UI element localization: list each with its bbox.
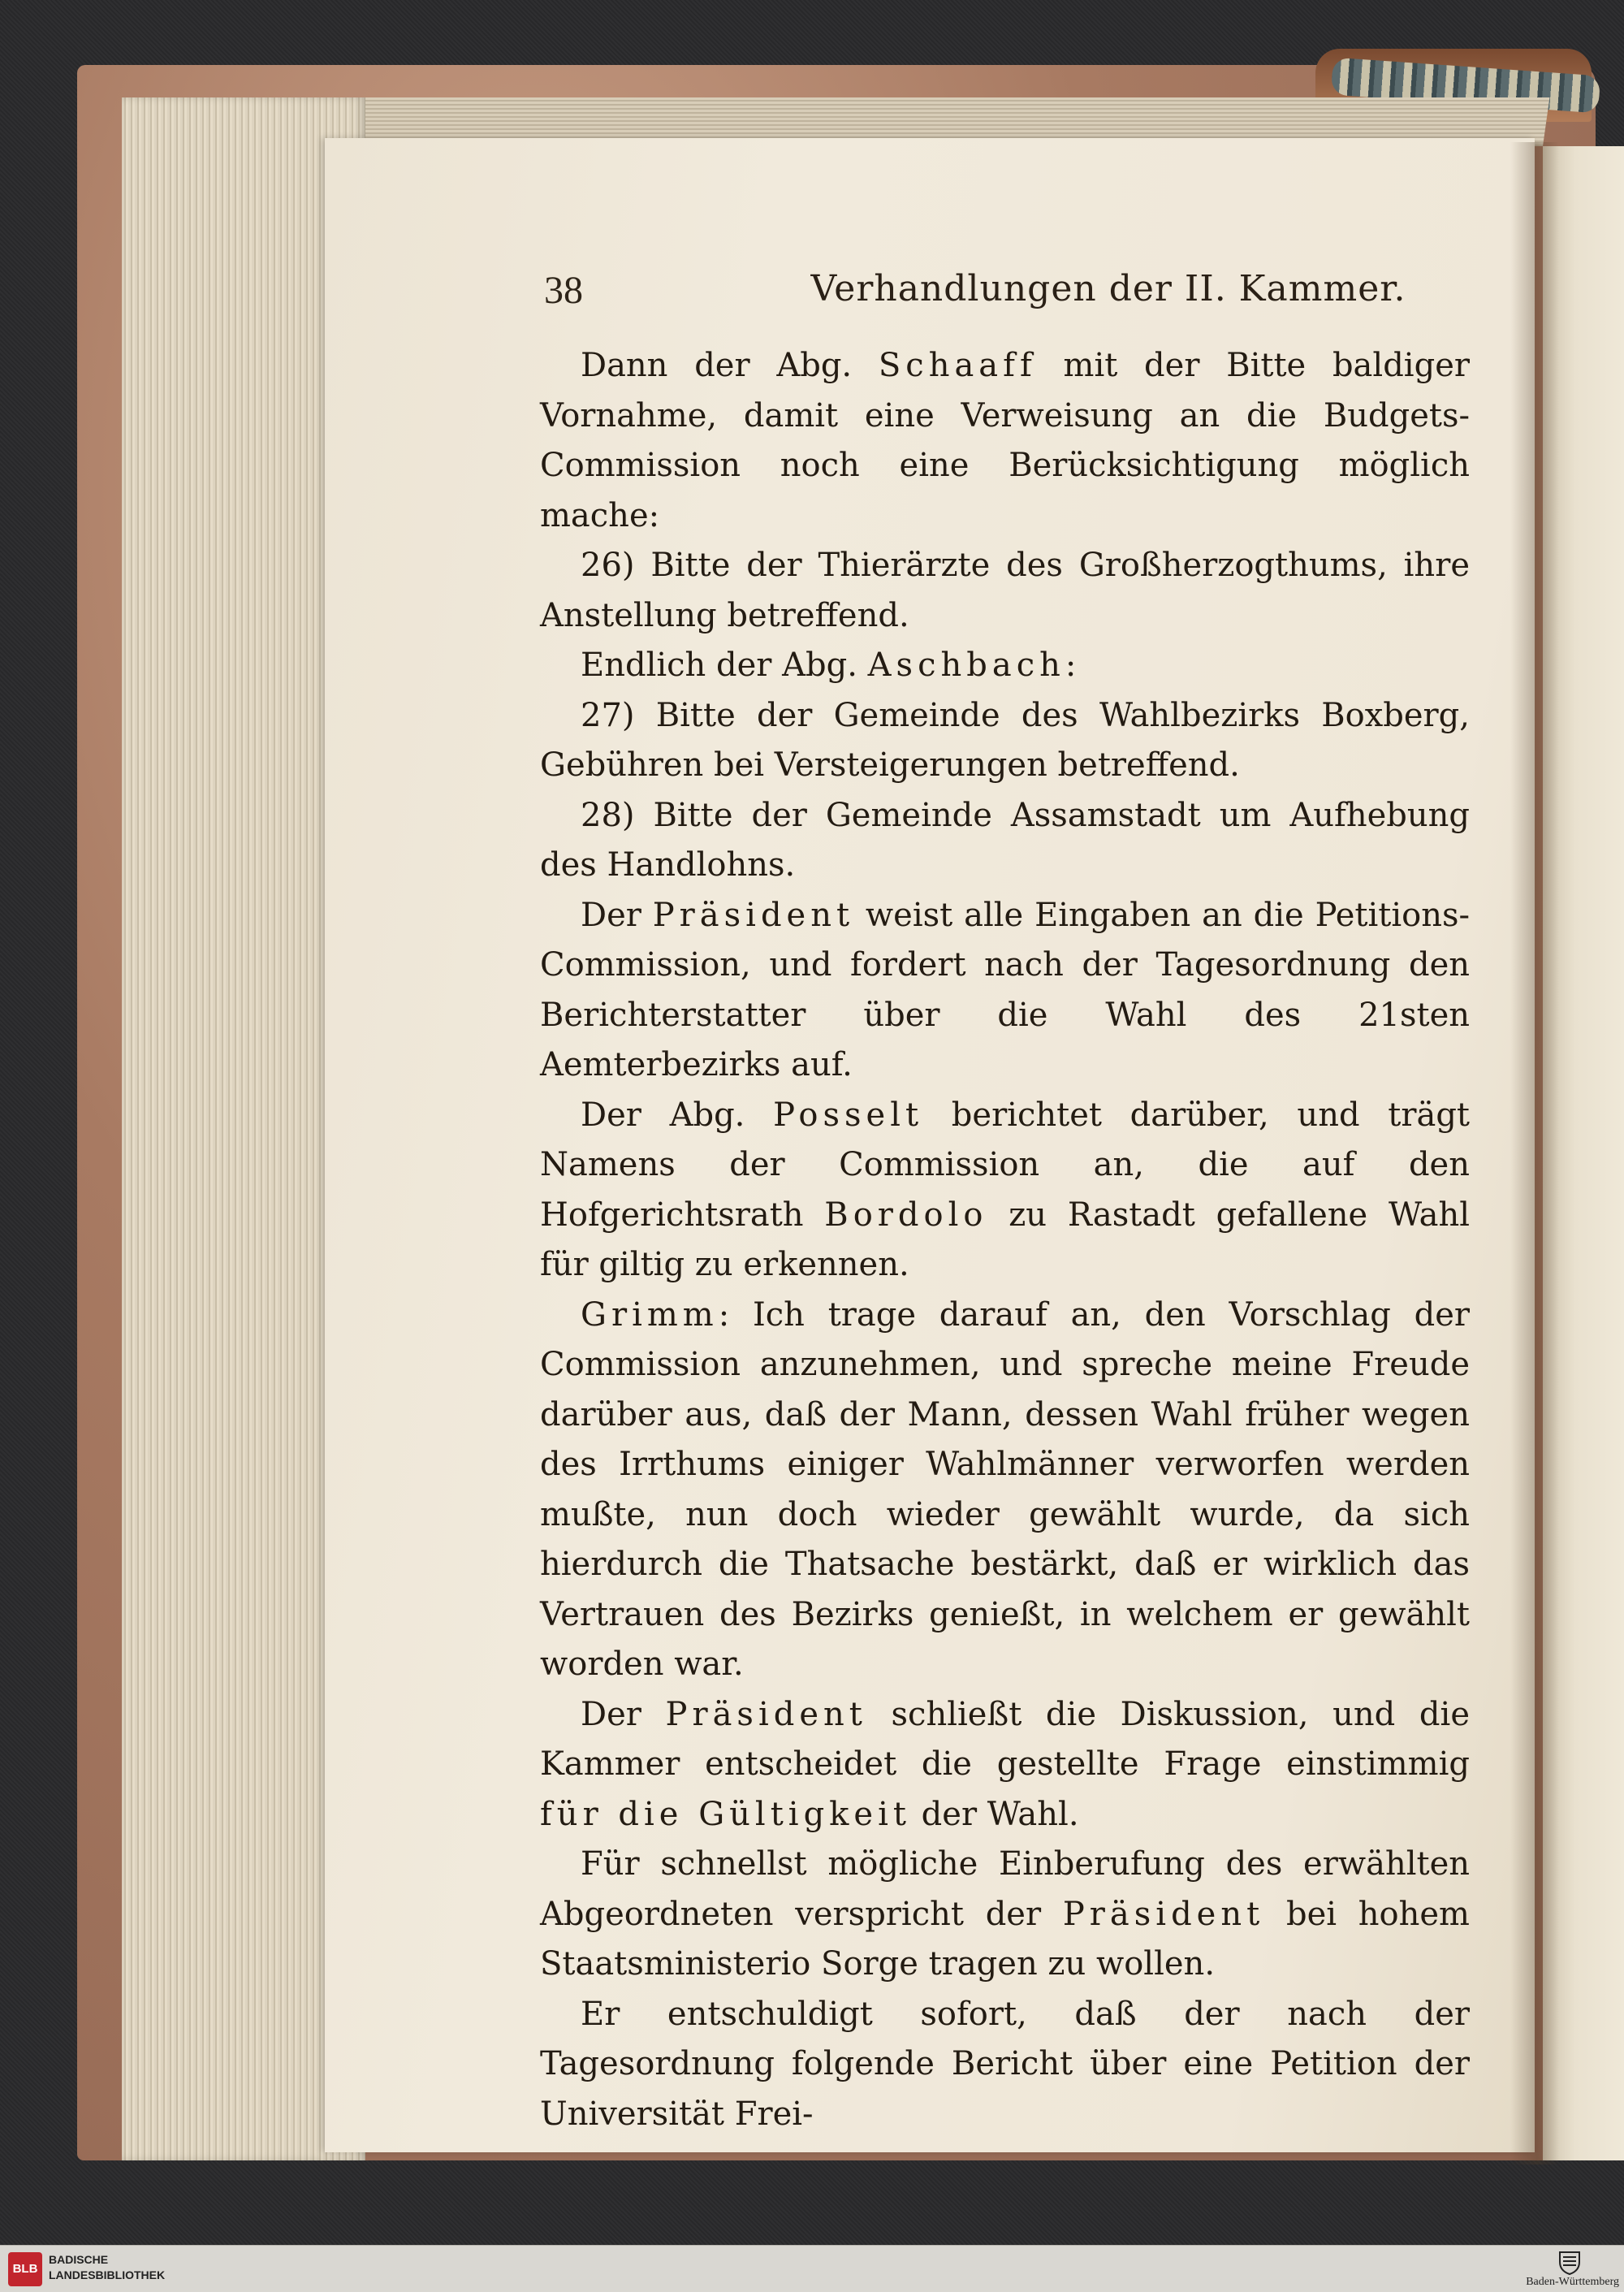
text-run: schließt die Diskussion, und die Kammer entscheidet die gestellte Frage einstimmig <box>540 1695 1470 1783</box>
text-run: der Wahl. <box>910 1795 1079 1833</box>
paragraph <box>540 891 1470 1091</box>
paragraph <box>540 1840 1470 1990</box>
spaced-name: Schaaff <box>878 347 1037 384</box>
library-name-line1: BADISCHE <box>49 2253 109 2266</box>
text-run: : <box>1065 647 1077 684</box>
text-run: zu Rastadt gefallene Wahl für giltig zu erkennen. <box>540 1196 1470 1283</box>
text-run: 27) Bitte der Gemeinde des Wahlbezirks Boxberg, Gebühren bei Versteigerungen betreffend. <box>540 696 1470 784</box>
text-run: Der Abg. <box>581 1096 774 1134</box>
petition-item <box>540 541 1470 641</box>
page-header <box>544 268 1470 333</box>
spaced-name: Grimm <box>581 1295 719 1334</box>
footer-bar <box>0 2245 1624 2292</box>
page-number: 38 <box>544 269 583 312</box>
library-name <box>49 2252 165 2283</box>
paragraph <box>540 641 1470 691</box>
text-run: Dann der Abg. <box>581 347 879 384</box>
text-run: Der <box>581 1695 666 1733</box>
spaced-name: Präsident <box>652 896 855 934</box>
paragraph <box>540 341 1470 541</box>
text-run: berichtet darüber, und trägt Namens der Commission an, die auf den Hofgerichtsrath <box>540 1096 1470 1234</box>
state-label: Baden-Württemberg <box>1526 2276 1619 2288</box>
text-run: mit der Bitte baldiger Vornahme, damit eine Verweisung an die Budgets-Commission noch eine Berücksichtigung möglich mache: <box>540 347 1470 534</box>
state-crest-icon <box>1557 2249 1582 2275</box>
spaced-name: für die Gültigkeit <box>540 1795 911 1833</box>
text-run: Für schnellst mögliche Einberufung des erwählten Abgeordneten verspricht der <box>540 1845 1470 1933</box>
text-run: weist alle Eingaben an die Petitions-Commission, und fordert nach der Tagesordnung den Berichterstatter über die Wahl des 21sten Aemterbezirks auf. <box>540 896 1470 1083</box>
text-run: Er entschuldigt sofort, daß der nach der Tagesordnung folgende Bericht über eine Petition der Universität Frei- <box>540 1995 1470 2133</box>
text-run: : Ich trage darauf an, den Vorschlag der Commission anzunehmen, und spreche meine Freude darüber aus, daß der Mann, dessen Wahl früher wegen des Irrthums einiger Wahlmänner verworfen werden mußte, nun doch wieder gewählt wurde, da sich hierdurch die Thatsache bestärkt, daß er wirklich das Vertrauen des Bezirks genießt, in welchem er gewählt worden war. <box>540 1295 1470 1683</box>
gutter-shadow <box>1510 142 1559 2164</box>
spaced-name: Bordolo <box>824 1196 988 1234</box>
text-run: Endlich der Abg. <box>581 647 868 684</box>
text-run: Der <box>581 896 653 934</box>
paragraph <box>540 1091 1470 1291</box>
text-run: 26) Bitte der Thierärzte des Großherzogthums, ihre Anstellung betreffend. <box>540 547 1470 634</box>
spaced-name: Posselt <box>773 1096 924 1134</box>
spaced-name: Aschbach <box>867 647 1065 684</box>
text-run: bei hohem Staatsministerio Sorge tragen zu wollen. <box>540 1895 1470 1983</box>
spaced-name: Präsident <box>1062 1895 1265 1933</box>
body-text <box>540 341 1470 2139</box>
petition-item <box>540 691 1470 791</box>
paragraph <box>540 1291 1470 1690</box>
spaced-name: Präsident <box>665 1695 867 1733</box>
text-run: 28) Bitte der Gemeinde Assamstadt um Aufhebung des Handlohns. <box>540 796 1470 884</box>
library-name-line2: LANDESBIBLIOTHEK <box>49 2268 166 2281</box>
paragraph <box>540 1690 1470 1840</box>
running-head: Verhandlungen der II. Kammer. <box>810 268 1406 309</box>
petition-item <box>540 791 1470 891</box>
paragraph <box>540 1990 1470 2140</box>
blb-logo: BLB <box>8 2252 42 2286</box>
